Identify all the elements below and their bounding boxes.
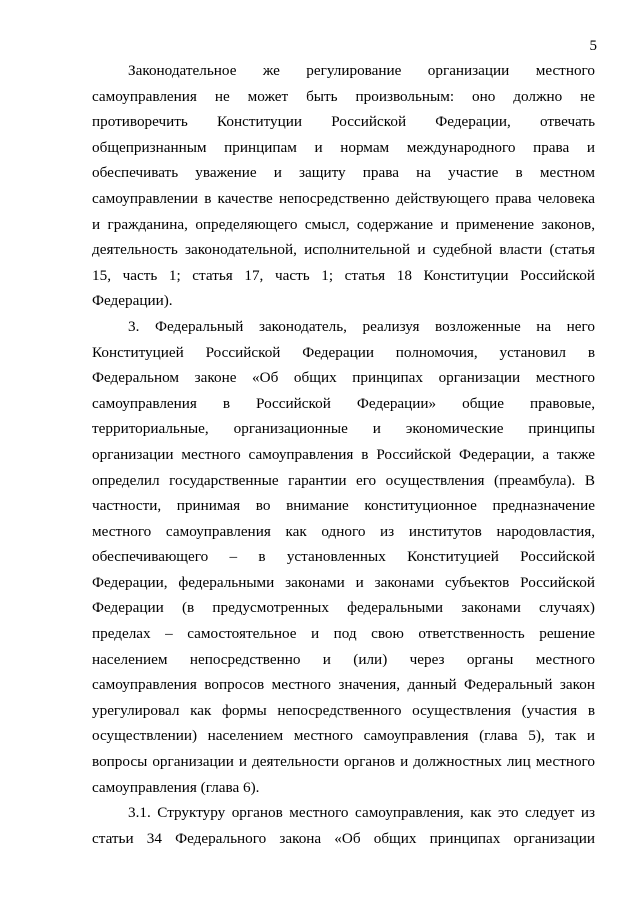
text-line: Конституцией Российской Федерации полномочия, установил в xyxy=(92,343,595,361)
text-line: самоуправления в Российской Федерации» общие правовые, xyxy=(92,394,595,412)
text-line: Федерации (в предусмотренных федеральными законами случаях) xyxy=(92,599,595,617)
text-line: самоуправления (глава 6). xyxy=(92,778,260,796)
text-line: определил государственные гарантии его осуществления (преамбула). В xyxy=(92,471,595,489)
text-line: Федерации). xyxy=(92,292,173,310)
text-line: 15, часть 1; статья 17, часть 1; статья 18 Конституции Российской xyxy=(92,266,595,284)
text-line: территориальные, организационные и экономические принципы xyxy=(92,420,595,438)
text-line: населением непосредственно и (или) через органы местного xyxy=(92,650,595,668)
text-line: Федерации, федеральными законами и законами субъектов Российской xyxy=(92,573,595,591)
text-line: Законодательное же регулирование организации местного xyxy=(128,62,595,79)
text-line: пределах – самостоятельное и под свою ответственность решение xyxy=(92,625,595,643)
text-line: обеспечивать уважение и защиту права на участие в местном xyxy=(92,164,595,182)
text-line: местного самоуправления как одного из институтов народовластия, xyxy=(92,522,595,540)
text-line: статьи 34 Федерального закона «Об общих принципах организации xyxy=(92,829,595,847)
text-line: вопросы организации и деятельности органов и должностных лиц местного xyxy=(92,753,595,771)
text-line: общепризнанным принципам и нормам международного права и xyxy=(92,138,595,156)
page-number: 5 xyxy=(589,38,597,54)
text-line: 3.1. Структуру органов местного самоуправления, как это следует из xyxy=(128,804,595,822)
text-line: 3. Федеральный законодатель, реализуя возложенные на него xyxy=(128,317,595,335)
text-line: обеспечивающего – в установленных Конституцией Российской xyxy=(92,548,595,566)
text-line: частности, принимая во внимание конституционное предназначение xyxy=(92,497,595,515)
body-text xyxy=(92,58,595,851)
text-line: самоуправлении в качестве непосредственно действующего права человека xyxy=(92,189,595,207)
text-line: деятельность законодательной, исполнительной и судебной власти (статья xyxy=(92,241,595,259)
text-line: самоуправления вопросов местного значения, данный Федеральный закон xyxy=(92,676,595,694)
text-line: организации местного самоуправления в Российской Федерации, а также xyxy=(92,445,595,463)
text-line: самоуправления не может быть произвольным: оно должно не xyxy=(92,87,595,105)
text-line: урегулировал как формы непосредственного осуществления (участия в xyxy=(92,701,595,719)
text-line: Федеральном законе «Об общих принципах организации местного xyxy=(92,369,595,387)
text-line: и гражданина, определяющего смысл, содержание и применение законов, xyxy=(92,215,595,233)
text-line: осуществлении) населением местного самоуправления (глава 5), так и xyxy=(92,727,595,745)
text-line: противоречить Конституции Российской Федерации, отвечать xyxy=(92,113,595,131)
